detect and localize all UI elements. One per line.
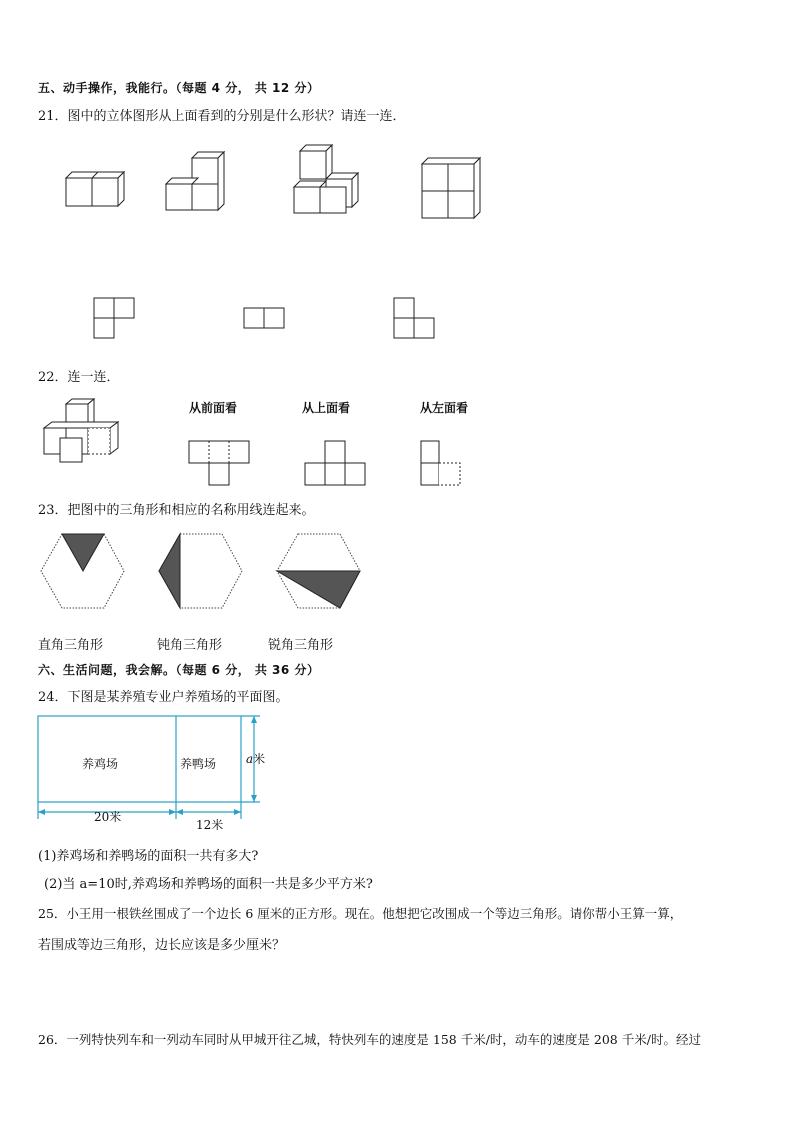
triangle-name-right: 直角三角形 [38,638,104,653]
top-view-1 [93,297,137,341]
plan-label-chicken: 养鸡场 [82,757,119,771]
solid-figure-1 [60,170,130,215]
view-figure-left [420,440,464,486]
view-figure-front [188,440,252,486]
question-22-text: 22．连一连． [38,370,120,385]
hexagon-figure-2 [158,533,244,609]
question-25-line1: 25．小王用一根铁丝围成了一个边长 6 厘米的正方形。现在。他想把它改围成一个等边三角形。请你帮小王算一算， [38,906,683,921]
view-figure-top [304,440,368,486]
triangle-name-acute: 锐角三角形 [268,638,334,653]
view-label-front: 从前面看 [189,401,238,415]
section-heading-5: 五、动手操作，我能行。（每题 4 分， 共 12 分） [38,81,320,95]
solid-figure-3 [288,145,368,217]
plan-label-width-left: 20米 [94,810,122,824]
plan-label-height: a米 [246,752,266,766]
hexagon-figure-3 [276,533,362,609]
question-23-text: 23．把图中的三角形和相应的名称用线连起来。 [38,503,315,518]
question-21-text: 21．图中的立体图形从上面看到的分别是什么形状？请连一连． [38,109,406,124]
question-25-line2: 若围成等边三角形，边长应该是多少厘米？ [38,938,286,953]
plan-label-duck: 养鸭场 [180,757,217,771]
view-label-left: 从左面看 [420,401,469,415]
solid-figure-4 [418,156,488,222]
question-24-text: 24．下图是某养殖专业户养殖场的平面图。 [38,690,289,705]
section-heading-6: 六、生活问题，我会解。（每题 6 分， 共 36 分） [38,663,320,677]
question-24-sub2: (2)当 a=10时,养鸡场和养鸭场的面积一共是多少平方米? [44,877,373,892]
question-24-sub1: (1)养鸡场和养鸭场的面积一共有多大? [38,849,259,864]
top-view-2 [243,307,287,331]
solid-figure-2 [160,150,230,215]
top-view-3 [393,297,437,341]
question-26-line1: 26．一列特快列车和一列动车同时从甲城开往乙城，特快列车的速度是 158 千米/时，动车的速度是 208 千米/时。经过 [38,1032,701,1047]
hexagon-figure-1 [40,533,126,609]
triangle-name-obtuse: 钝角三角形 [157,638,223,653]
farm-plan-diagram [36,714,276,834]
view-label-top: 从上面看 [302,401,351,415]
plan-label-width-right: 12米 [196,818,224,832]
solid-figure-5 [42,398,124,464]
